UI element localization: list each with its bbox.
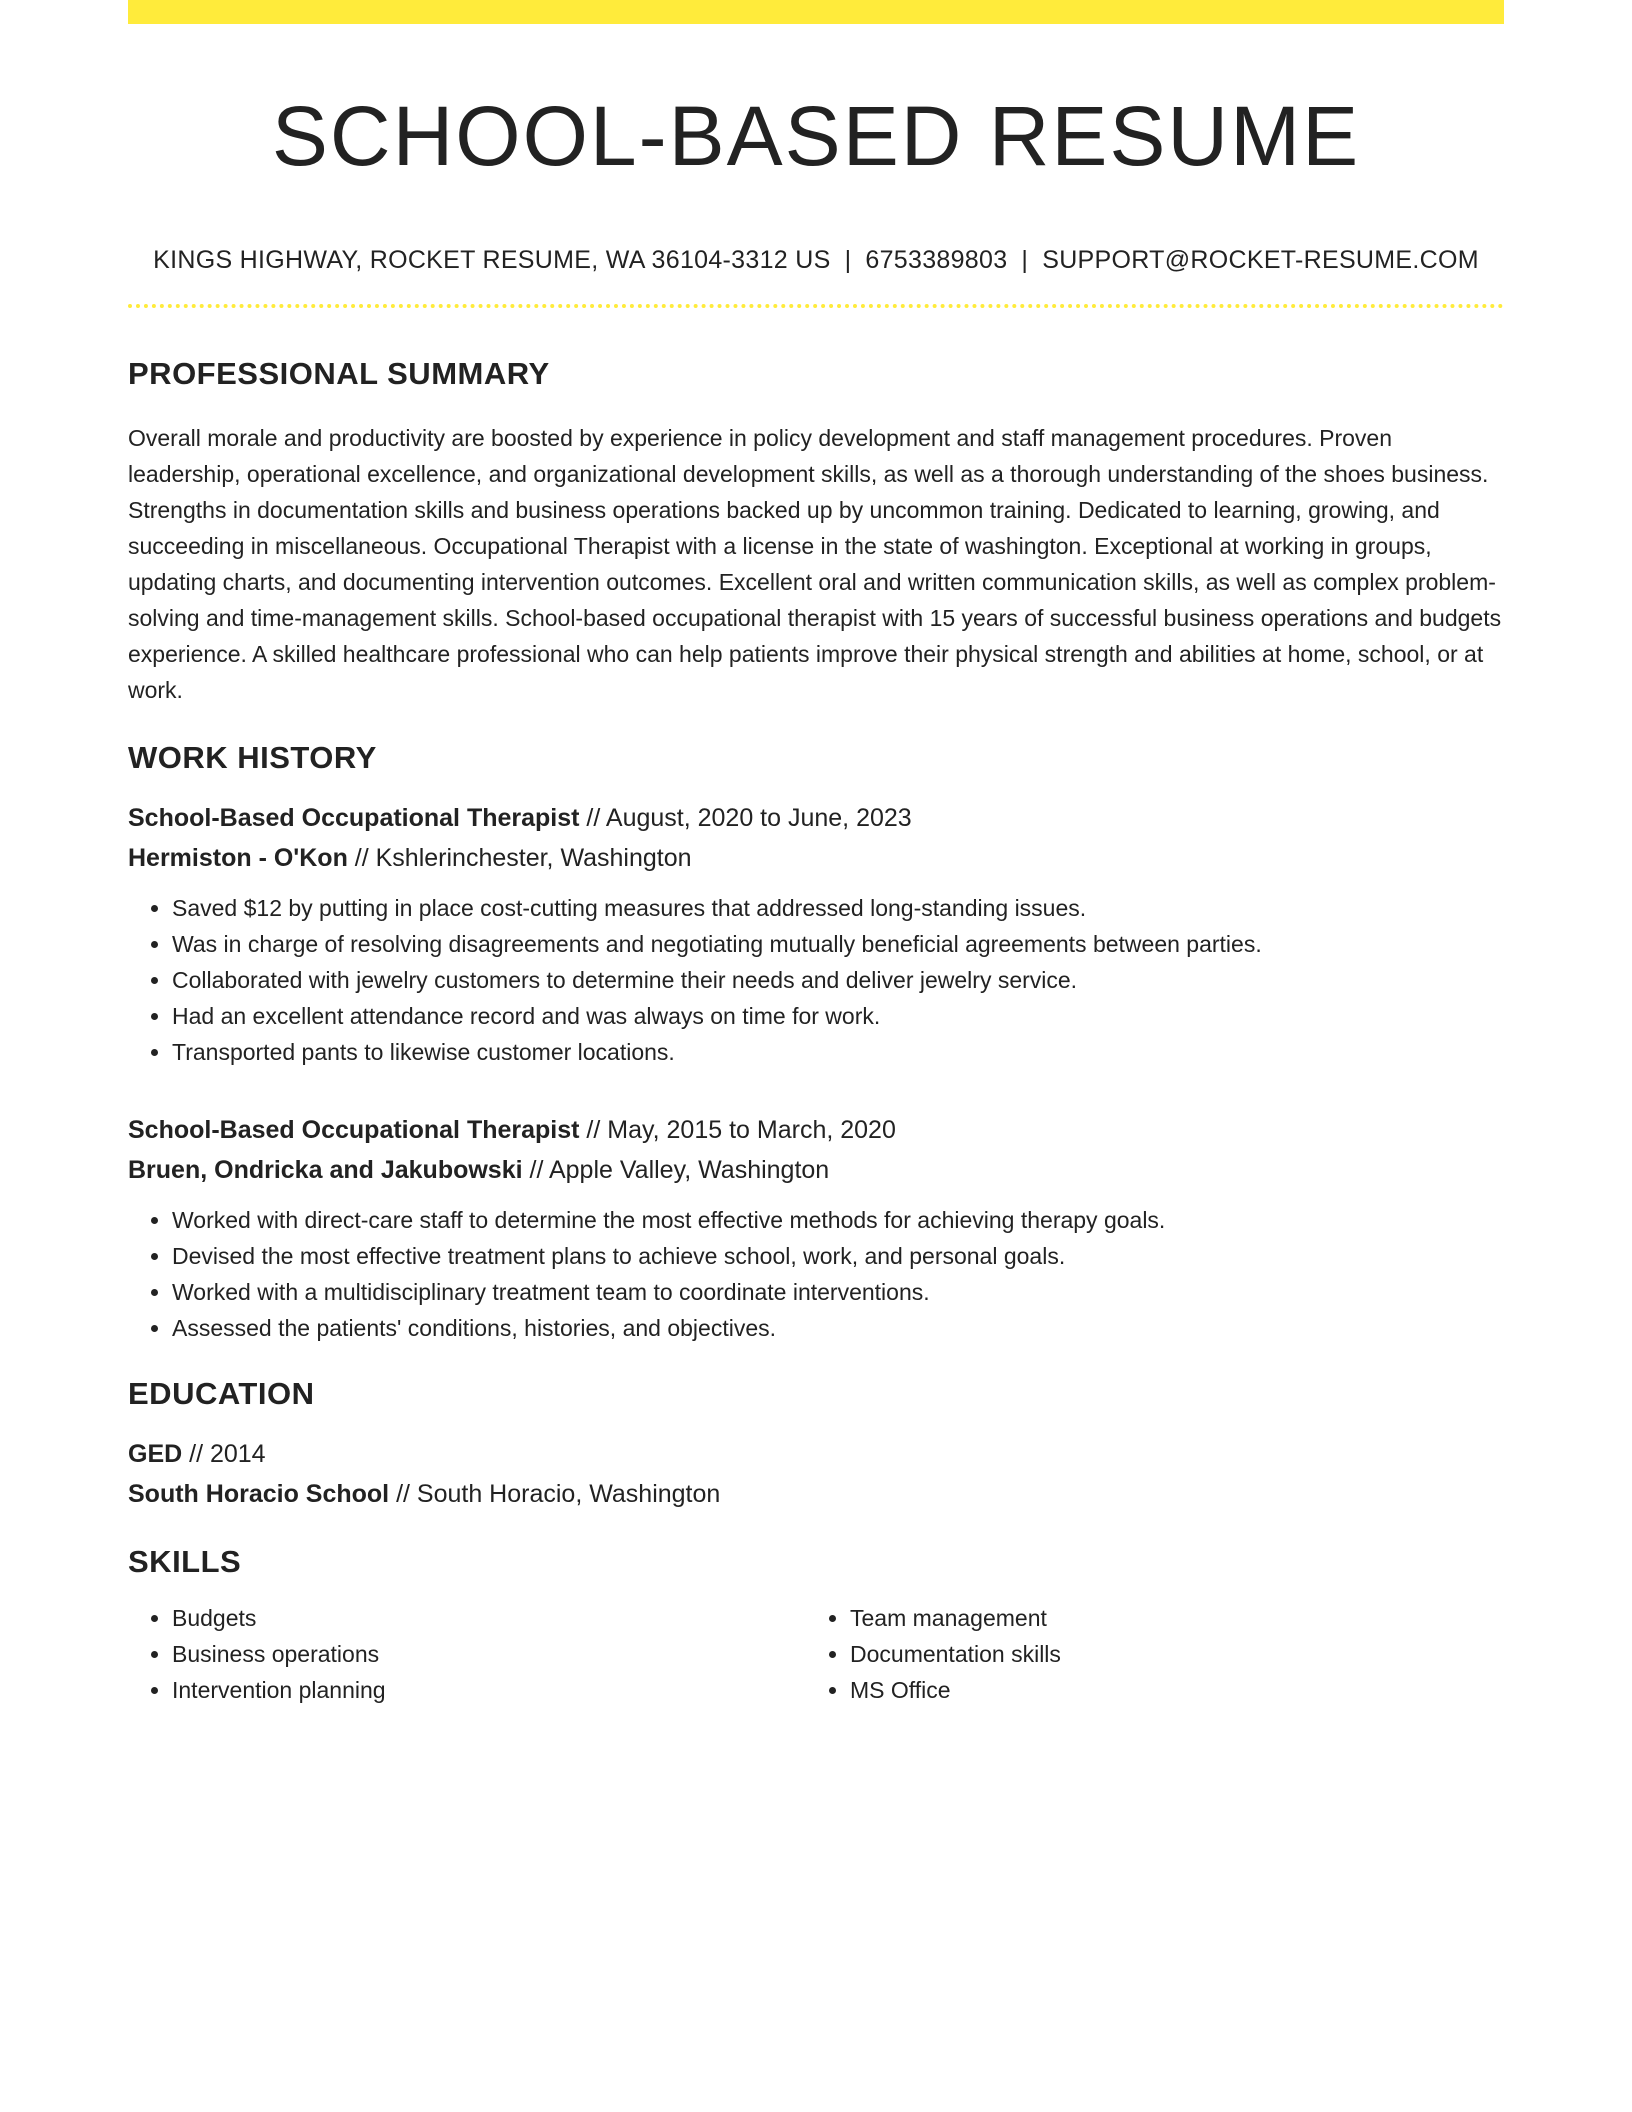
- list-item: • Devised the most effective treatment plans to achieve school, work, and personal goals.: [172, 1238, 1504, 1274]
- list-item: • Was in charge of resolving disagreements and negotiating mutually beneficial agreements between parties.: [172, 926, 1504, 962]
- skills-bullets-right: [806, 1600, 1484, 1708]
- job-bullets: [128, 890, 1504, 1070]
- job-dates: // May, 2015 to March, 2020: [579, 1116, 896, 1144]
- list-item: • Documentation skills: [850, 1636, 1484, 1672]
- job-entry: [128, 798, 1504, 1070]
- skills-heading: SKILLS: [128, 1544, 242, 1579]
- summary-text: Overall morale and productivity are boosted by experience in policy development and staff management procedures. Proven leadership, operational excellence, and organizational development skills, as well as a thorough understanding of the shoes business. Strengths in documentation skills and business operations backed up by uncommon training. Dedicated to learning, growing, and succeeding in miscellaneous. Occupational Therapist with a license in the state of washington. Exceptional at working in groups, updating charts, and documenting intervention outcomes. Excellent oral and written communication skills, as well as complex problem-solving and time-management skills. School-based occupational therapist with 15 years of successful business operations and budgets experience. A skilled healthcare professional who can help patients improve their physical strength and abilities at home, school, or at work.: [128, 425, 1502, 703]
- job-location: // Kshlerinchester, Washington: [347, 844, 692, 872]
- list-item: • Worked with direct-care staff to determine the most effective methods for achieving therapy goals.: [172, 1202, 1504, 1238]
- education-heading: EDUCATION: [128, 1376, 315, 1411]
- job-bullets: [128, 1202, 1504, 1346]
- work-history-heading: WORK HISTORY: [128, 740, 377, 775]
- job-company-line: [128, 1150, 1504, 1190]
- education-entry: [128, 1434, 1504, 1514]
- header-divider: [128, 304, 1504, 308]
- resume-page: [128, 0, 1504, 1708]
- job-company: Bruen, Ondricka and Jakubowski: [128, 1156, 523, 1184]
- list-item: • Saved $12 by putting in place cost-cutting measures that addressed long-standing issues.: [172, 890, 1504, 926]
- education-school-line: [128, 1474, 1504, 1514]
- education-school: South Horacio School: [128, 1480, 390, 1508]
- top-accent-bar: [128, 0, 1504, 24]
- contact-separator: |: [844, 246, 852, 274]
- list-item: • MS Office: [850, 1672, 1484, 1708]
- list-item: • Budgets: [172, 1600, 806, 1636]
- contact-separator: |: [1021, 246, 1029, 274]
- education-location: // South Horacio, Washington: [389, 1480, 721, 1508]
- job-company: Hermiston - O'Kon: [128, 844, 348, 872]
- job-title-line: [128, 798, 1504, 838]
- education-year: // 2014: [182, 1440, 266, 1468]
- list-item: • Intervention planning: [172, 1672, 806, 1708]
- skills-bullets-left: [128, 1600, 806, 1708]
- job-dates: // August, 2020 to June, 2023: [579, 804, 912, 832]
- resume-title: SCHOOL-BASED RESUME: [271, 89, 1361, 183]
- job-role: School-Based Occupational Therapist: [128, 804, 580, 832]
- education-degree: GED: [128, 1440, 183, 1468]
- contact-address: KINGS HIGHWAY, ROCKET RESUME, WA 36104-3312 US: [153, 246, 831, 274]
- skills-column-right: [806, 1600, 1484, 1708]
- skills-column-left: [128, 1600, 806, 1708]
- list-item: • Assessed the patients' conditions, histories, and objectives.: [172, 1310, 1504, 1346]
- job-company-line: [128, 838, 1504, 878]
- list-item: • Transported pants to likewise customer locations.: [172, 1034, 1504, 1070]
- contact-phone: 6753389803: [865, 246, 1008, 274]
- summary-heading: PROFESSIONAL SUMMARY: [128, 356, 550, 391]
- job-entry: [128, 1110, 1504, 1346]
- contact-line: [128, 244, 1504, 276]
- education-degree-line: [128, 1434, 1504, 1474]
- job-title-line: [128, 1110, 1504, 1150]
- job-location: // Apple Valley, Washington: [522, 1156, 830, 1184]
- list-item: • Team management: [850, 1600, 1484, 1636]
- list-item: • Had an excellent attendance record and was always on time for work.: [172, 998, 1504, 1034]
- skills-list: [128, 1600, 1504, 1708]
- list-item: • Business operations: [172, 1636, 806, 1672]
- list-item: • Collaborated with jewelry customers to determine their needs and deliver jewelry service.: [172, 962, 1504, 998]
- contact-email: SUPPORT@ROCKET-RESUME.COM: [1042, 246, 1479, 274]
- list-item: • Worked with a multidisciplinary treatment team to coordinate interventions.: [172, 1274, 1504, 1310]
- job-role: School-Based Occupational Therapist: [128, 1116, 580, 1144]
